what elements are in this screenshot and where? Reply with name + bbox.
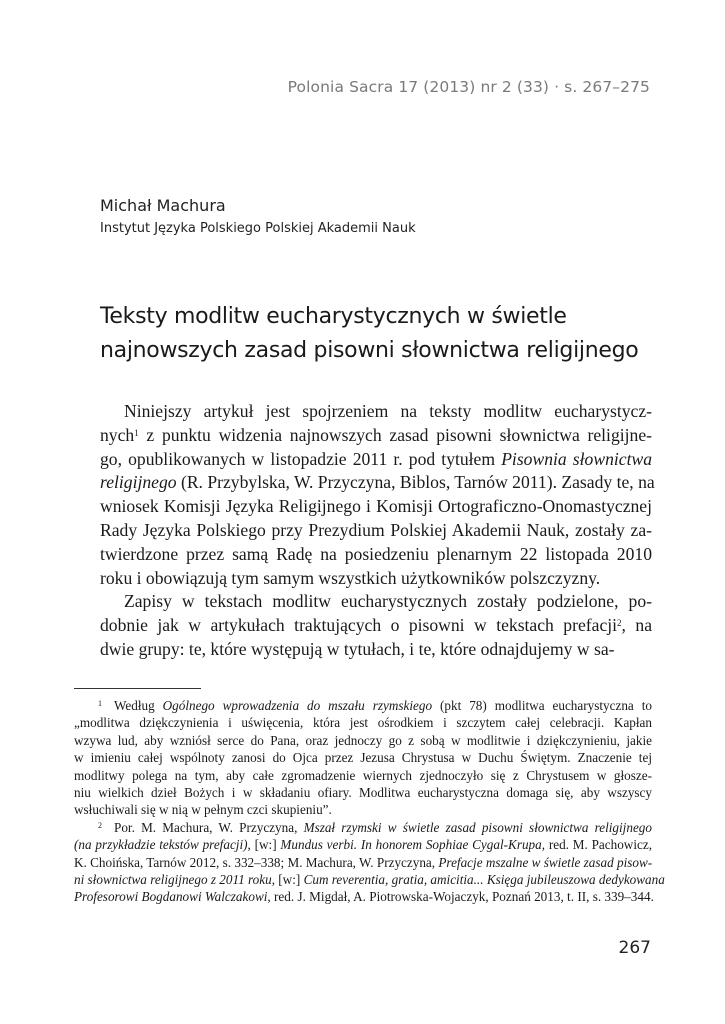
text-line: nych$^1$ z punktu widzenia najnowszych zasad pisowni słownictwa religijne- xyxy=(100,424,652,445)
footnote-reference[interactable]: 1 xyxy=(134,427,139,438)
footnote-2 xyxy=(74,819,665,906)
footnote-rule xyxy=(74,688,201,689)
page-number: 267 xyxy=(618,938,651,958)
footnote-line: „modlitwa dziękczynienia i uświęcenia, która jest ośrodkiem i szczytem całej celebracji. Kapłan xyxy=(74,715,652,731)
footnote-line: (na przykładzie tekstów prefacji), [w:] Mundus verbi. In honorem Sophiae Cygal-Krupa, red. M. Pachowicz, xyxy=(74,837,652,853)
paragraph-2 xyxy=(100,590,652,661)
footnote-line: Profesorowi Bogdanowi Walczakowi, red. J. Migdał, A. Piotrowska-Wojaczyk, Poznań 2013, t. II, s. 339–344. xyxy=(74,889,654,905)
footnote-line: K. Choińska, Tarnów 2012, s. 332–338; M. Machura, W. Przyczyna, Prefacje mszalne w świetle zasad pisow- xyxy=(74,854,653,870)
footnotes xyxy=(74,697,665,906)
author-name: Michał Machura xyxy=(100,196,226,215)
text-line: go, opublikowanych w listopadzie 2011 r. pod tytułem Pisownia słownictwa xyxy=(100,448,652,469)
footnote-line: wzywa lud, aby wzniósł serce do Pana, oraz jednoczy go z sobą w modlitwie i dziękczynieniu, jakie xyxy=(74,732,652,748)
text-line: roku i obowiązują tym samym wszystkich użytkowników polszczyzny. xyxy=(100,567,601,588)
footnote-line: 2 Por. M. Machura, W. Przyczyna, Mszał rzymski w świetle zasad pisowni słownictwa religijnego xyxy=(98,819,652,835)
footnote-reference[interactable]: 2 xyxy=(617,618,622,629)
article-title xyxy=(100,300,660,368)
running-head: Polonia Sacra 17 (2013) nr 2 (33) · s. 267–275 xyxy=(287,78,650,96)
footnote-1 xyxy=(74,697,652,819)
footnote-line: niu wielkich dzieł Bożych i w składaniu ofiary. Modlitwa eucharystyczna domaga się, aby wszyscy xyxy=(74,785,652,801)
article-title-line: Teksty modlitw eucharystycznych w świetle xyxy=(100,304,567,329)
text-line: religijnego (R. Przybylska, W. Przyczyna, Biblos, Tarnów 2011). Zasady te, na xyxy=(100,472,655,493)
text-line: wniosek Komisji Języka Religijnego i Komisji Ortograficzno-Onomastycznej xyxy=(100,496,652,517)
body-text xyxy=(100,400,655,662)
text-line: twierdzone przez samą Radę na posiedzeniu plenarnym 22 listopada 2010 xyxy=(100,543,652,564)
footnote-line: ni słownictwa religijnego z 2011 roku, [w:] Cum reverentia, gratia, amicitia... Księga jubileuszowa dedykowana xyxy=(74,872,665,888)
paragraph-1 xyxy=(100,400,655,590)
text-line: dwie grupy: te, które występują w tytułach, i te, które odnajdujemy w sa- xyxy=(100,638,615,659)
footnote-line: w imieniu całej wspólnoty zanosi do Ojca przez Jezusa Chrystusa w Duchu Świętym. Znaczenie tej xyxy=(74,750,652,766)
text-line: Niniejszy artykuł jest spojrzeniem na teksty modlitw eucharystycz- xyxy=(124,401,652,421)
text-line: Rady Języka Polskiego przy Prezydium Polskiej Akademii Nauk, zostały za- xyxy=(100,519,652,540)
article-title-line: najnowszych zasad pisowni słownictwa religijnego xyxy=(100,338,639,363)
footnote-line: 1 Według Ogólnego wprowadzenia do mszału rzymskiego (pkt 78) modlitwa eucharystyczna to xyxy=(98,698,652,713)
text-line: Zapisy w tekstach modlitw eucharystycznych zostały podzielone, po- xyxy=(124,591,652,612)
text-line: dobnie jak w artykułach traktujących o pisowni w tekstach prefacji$^2$, na xyxy=(100,615,652,636)
footnote-line: modlitwy polega na tym, aby całe zgromadzenie wiernych zjednoczyło się z Chrystusem w głosze- xyxy=(74,767,652,783)
author-affiliation: Instytut Języka Polskiego Polskiej Akademii Nauk xyxy=(100,221,416,236)
footnote-line: wsłuchiwali się w nią w pełnym czci skupieniu”. xyxy=(74,802,332,818)
